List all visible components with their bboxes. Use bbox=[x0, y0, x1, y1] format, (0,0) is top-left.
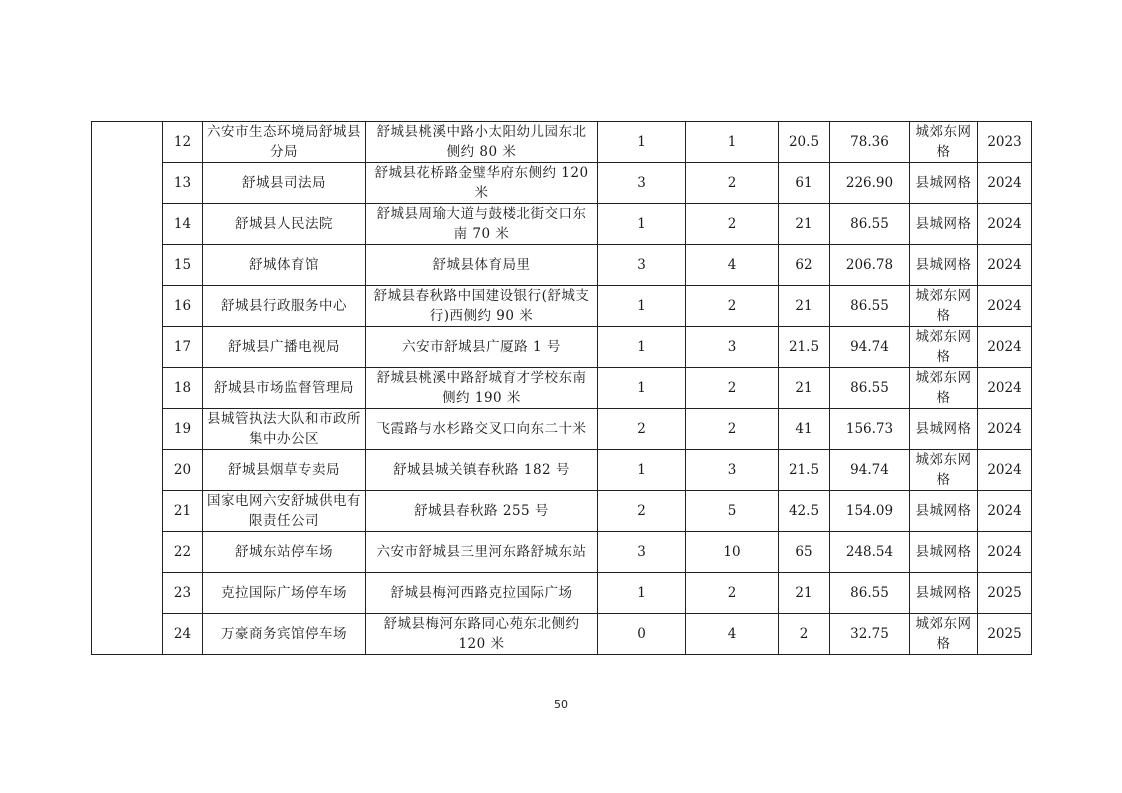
location-cell: 舒城县花桥路金璧华府东侧约 120 米 bbox=[366, 163, 598, 204]
unit-name-cell: 六安市生态环境局舒城县分局 bbox=[203, 122, 366, 163]
value-a-cell: 41 bbox=[779, 409, 830, 450]
value-b-cell: 156.73 bbox=[830, 409, 910, 450]
row-number-cell: 14 bbox=[163, 204, 203, 245]
grid-area-cell: 城郊东网格 bbox=[910, 450, 978, 491]
value-b-cell: 78.36 bbox=[830, 122, 910, 163]
grid-area-cell: 城郊东网格 bbox=[910, 368, 978, 409]
row-number-cell: 22 bbox=[163, 532, 203, 573]
count-b-cell: 10 bbox=[686, 532, 779, 573]
count-a-cell: 3 bbox=[598, 163, 686, 204]
year-cell: 2025 bbox=[978, 573, 1032, 614]
grid-area-cell: 城郊东网格 bbox=[910, 122, 978, 163]
table-row bbox=[92, 491, 1032, 532]
unit-name-cell: 克拉国际广场停车场 bbox=[203, 573, 366, 614]
value-a-cell: 21 bbox=[779, 204, 830, 245]
count-a-cell: 1 bbox=[598, 204, 686, 245]
count-a-cell: 2 bbox=[598, 409, 686, 450]
location-cell: 舒城县体育局里 bbox=[366, 245, 598, 286]
value-a-cell: 21 bbox=[779, 573, 830, 614]
location-cell: 舒城县春秋路中国建设银行(舒城支行)西侧约 90 米 bbox=[366, 286, 598, 327]
year-cell: 2024 bbox=[978, 245, 1032, 286]
year-cell: 2024 bbox=[978, 204, 1032, 245]
location-cell: 舒城县周瑜大道与鼓楼北街交口东南 70 米 bbox=[366, 204, 598, 245]
count-b-cell: 4 bbox=[686, 614, 779, 655]
year-cell: 2024 bbox=[978, 450, 1032, 491]
row-number-cell: 23 bbox=[163, 573, 203, 614]
row-number-cell: 12 bbox=[163, 122, 203, 163]
grid-area-cell: 城郊东网格 bbox=[910, 614, 978, 655]
location-cell: 舒城县城关镇春秋路 182 号 bbox=[366, 450, 598, 491]
unit-name-cell: 舒城县烟草专卖局 bbox=[203, 450, 366, 491]
location-cell: 舒城县桃溪中路小太阳幼儿园东北侧约 80 米 bbox=[366, 122, 598, 163]
table-row bbox=[92, 204, 1032, 245]
unit-name-cell: 县城管执法大队和市政所集中办公区 bbox=[203, 409, 366, 450]
count-b-cell: 3 bbox=[686, 327, 779, 368]
table-row bbox=[92, 122, 1032, 163]
value-a-cell: 62 bbox=[779, 245, 830, 286]
count-b-cell: 2 bbox=[686, 204, 779, 245]
table-row bbox=[92, 368, 1032, 409]
row-number-cell: 13 bbox=[163, 163, 203, 204]
unit-name-cell: 舒城县广播电视局 bbox=[203, 327, 366, 368]
table-row bbox=[92, 163, 1032, 204]
count-a-cell: 3 bbox=[598, 532, 686, 573]
value-b-cell: 86.55 bbox=[830, 286, 910, 327]
unit-name-cell: 舒城县市场监督管理局 bbox=[203, 368, 366, 409]
grid-area-cell: 县城网格 bbox=[910, 491, 978, 532]
count-a-cell: 1 bbox=[598, 122, 686, 163]
page-number: 50 bbox=[554, 698, 568, 711]
grid-area-cell: 县城网格 bbox=[910, 245, 978, 286]
value-b-cell: 32.75 bbox=[830, 614, 910, 655]
row-number-cell: 20 bbox=[163, 450, 203, 491]
count-b-cell: 5 bbox=[686, 491, 779, 532]
count-a-cell: 1 bbox=[598, 368, 686, 409]
year-cell: 2024 bbox=[978, 409, 1032, 450]
count-a-cell: 0 bbox=[598, 614, 686, 655]
table-row bbox=[92, 286, 1032, 327]
row-number-cell: 21 bbox=[163, 491, 203, 532]
unit-name-cell: 舒城体育馆 bbox=[203, 245, 366, 286]
location-cell: 舒城县桃溪中路舒城育才学校东南侧约 190 米 bbox=[366, 368, 598, 409]
table-row bbox=[92, 532, 1032, 573]
table-row bbox=[92, 573, 1032, 614]
value-a-cell: 42.5 bbox=[779, 491, 830, 532]
count-b-cell: 3 bbox=[686, 450, 779, 491]
unit-name-cell: 万豪商务宾馆停车场 bbox=[203, 614, 366, 655]
count-b-cell: 4 bbox=[686, 245, 779, 286]
table-body bbox=[92, 122, 1032, 655]
category-merged-cell bbox=[92, 122, 163, 655]
table-row bbox=[92, 450, 1032, 491]
year-cell: 2024 bbox=[978, 327, 1032, 368]
row-number-cell: 24 bbox=[163, 614, 203, 655]
value-a-cell: 61 bbox=[779, 163, 830, 204]
row-number-cell: 15 bbox=[163, 245, 203, 286]
count-a-cell: 1 bbox=[598, 286, 686, 327]
value-b-cell: 226.90 bbox=[830, 163, 910, 204]
row-number-cell: 17 bbox=[163, 327, 203, 368]
grid-area-cell: 城郊东网格 bbox=[910, 286, 978, 327]
year-cell: 2024 bbox=[978, 532, 1032, 573]
count-a-cell: 1 bbox=[598, 327, 686, 368]
value-a-cell: 2 bbox=[779, 614, 830, 655]
table-row bbox=[92, 245, 1032, 286]
charging-facility-table bbox=[91, 121, 1032, 655]
value-b-cell: 94.74 bbox=[830, 327, 910, 368]
grid-area-cell: 县城网格 bbox=[910, 573, 978, 614]
value-a-cell: 65 bbox=[779, 532, 830, 573]
value-a-cell: 21 bbox=[779, 286, 830, 327]
count-a-cell: 1 bbox=[598, 573, 686, 614]
count-b-cell: 2 bbox=[686, 573, 779, 614]
grid-area-cell: 县城网格 bbox=[910, 163, 978, 204]
count-b-cell: 2 bbox=[686, 368, 779, 409]
year-cell: 2023 bbox=[978, 122, 1032, 163]
value-a-cell: 20.5 bbox=[779, 122, 830, 163]
value-a-cell: 21.5 bbox=[779, 450, 830, 491]
value-b-cell: 248.54 bbox=[830, 532, 910, 573]
unit-name-cell: 舒城东站停车场 bbox=[203, 532, 366, 573]
location-cell: 舒城县梅河西路克拉国际广场 bbox=[366, 573, 598, 614]
row-number-cell: 18 bbox=[163, 368, 203, 409]
year-cell: 2024 bbox=[978, 286, 1032, 327]
value-b-cell: 206.78 bbox=[830, 245, 910, 286]
count-b-cell: 2 bbox=[686, 286, 779, 327]
year-cell: 2024 bbox=[978, 368, 1032, 409]
value-a-cell: 21.5 bbox=[779, 327, 830, 368]
count-b-cell: 1 bbox=[686, 122, 779, 163]
grid-area-cell: 县城网格 bbox=[910, 204, 978, 245]
location-cell: 舒城县春秋路 255 号 bbox=[366, 491, 598, 532]
value-b-cell: 86.55 bbox=[830, 204, 910, 245]
value-b-cell: 86.55 bbox=[830, 368, 910, 409]
unit-name-cell: 舒城县司法局 bbox=[203, 163, 366, 204]
row-number-cell: 16 bbox=[163, 286, 203, 327]
table-row bbox=[92, 409, 1032, 450]
year-cell: 2024 bbox=[978, 491, 1032, 532]
location-cell: 六安市舒城县三里河东路舒城东站 bbox=[366, 532, 598, 573]
year-cell: 2025 bbox=[978, 614, 1032, 655]
unit-name-cell: 舒城县人民法院 bbox=[203, 204, 366, 245]
count-a-cell: 1 bbox=[598, 450, 686, 491]
value-b-cell: 154.09 bbox=[830, 491, 910, 532]
count-a-cell: 3 bbox=[598, 245, 686, 286]
grid-area-cell: 县城网格 bbox=[910, 409, 978, 450]
table-row bbox=[92, 327, 1032, 368]
count-a-cell: 2 bbox=[598, 491, 686, 532]
location-cell: 六安市舒城县广厦路 1 号 bbox=[366, 327, 598, 368]
count-b-cell: 2 bbox=[686, 409, 779, 450]
count-b-cell: 2 bbox=[686, 163, 779, 204]
value-b-cell: 86.55 bbox=[830, 573, 910, 614]
unit-name-cell: 舒城县行政服务中心 bbox=[203, 286, 366, 327]
unit-name-cell: 国家电网六安舒城供电有限责任公司 bbox=[203, 491, 366, 532]
grid-area-cell: 城郊东网格 bbox=[910, 327, 978, 368]
value-a-cell: 21 bbox=[779, 368, 830, 409]
value-b-cell: 94.74 bbox=[830, 450, 910, 491]
location-cell: 飞霞路与水杉路交叉口向东二十米 bbox=[366, 409, 598, 450]
table-row bbox=[92, 614, 1032, 655]
grid-area-cell: 县城网格 bbox=[910, 532, 978, 573]
location-cell: 舒城县梅河东路同心苑东北侧约 120 米 bbox=[366, 614, 598, 655]
year-cell: 2024 bbox=[978, 163, 1032, 204]
row-number-cell: 19 bbox=[163, 409, 203, 450]
